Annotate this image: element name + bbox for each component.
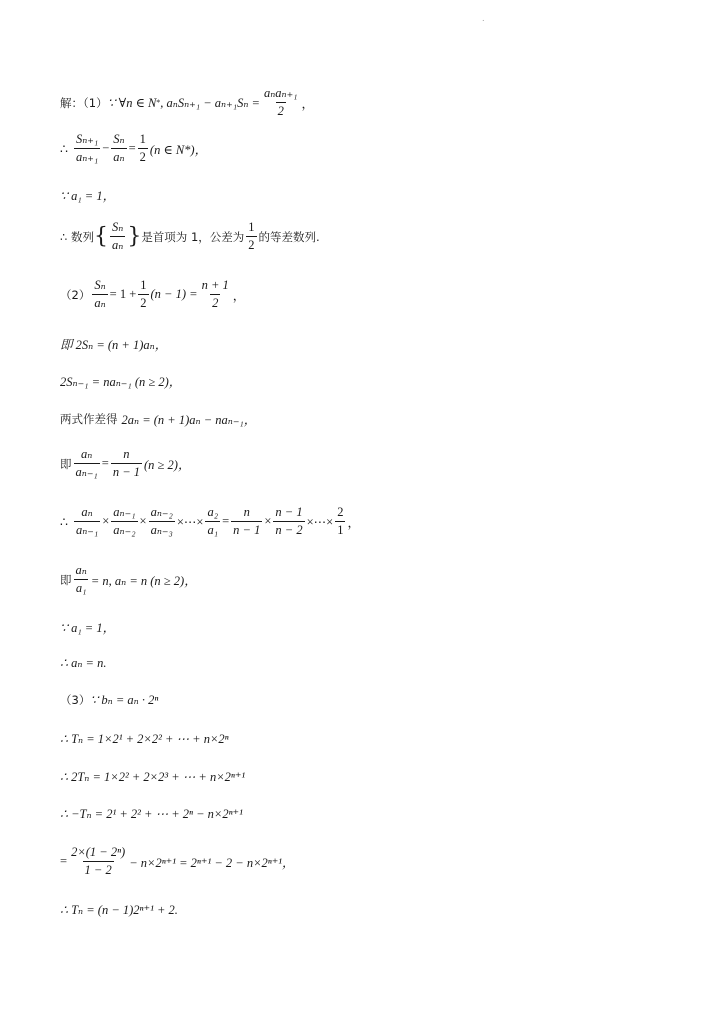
math-text: (n − 1) = [150,287,198,301]
fraction: $\frac{\text{aₙ₋₁}}{\text{aₙ₋₂}}$ [113,505,136,537]
math-text: = 1 + [109,287,137,301]
line-ratio-difference: ∴ $\frac{\text{Sₙ₊₁}}{\text{aₙ₊₁}}$ − $\frac{\text{Sₙ}}{\text{aₙ}}$ = $\frac{1}{2}$ (n ∈ N*)， [60,132,208,164]
math-text: ∴ aₙ = n. [60,656,107,670]
fraction: $\frac{1}{2}$ [139,132,146,164]
line-tn [60,731,229,747]
line-geometric-sum: = $\frac{\text{2×(1 − 2ⁿ)}}{1 - 2}$ − n×2ⁿ⁺¹ = 2ⁿ⁺¹ − 2 − n×2ⁿ⁺¹， [60,845,295,877]
fraction: $\frac{\text{Sₙ}}{\text{aₙ}}$ [94,278,106,310]
math-text: ∵ ∀n ∈ N [107,95,157,110]
cjk-text: 即 [60,456,72,471]
line-final-tn [60,902,178,918]
math-text: = n, aₙ = n (n ≥ 2)， [90,573,197,588]
cjk-text: 即 [60,572,72,587]
math-text: ∵ a₁ = 1， [60,621,116,635]
math-text: , aₙSₙ₊₁ − aₙ₊₁Sₙ = [160,95,260,110]
cjk-text: 的等差数列. [258,229,320,244]
math-text: 2Sₙ₋₁ = naₙ₋₁ (n ≥ 2)， [60,375,182,389]
fraction: $\frac{\text{aₙ₋₂}}{\text{aₙ₋₃}}$ [150,505,173,537]
line-part2-general-term [60,278,245,311]
fraction: $\frac{\text{Sₙ₊₁}}{\text{aₙ₊₁}}$ [75,132,99,164]
math-text: ， [301,96,315,111]
math-text: ∵ bₙ = aₙ · 2ⁿ [90,693,159,707]
corner-dot: . [482,14,485,23]
cjk-text: 是首项为 1，公差为 [141,229,245,244]
math-text: ， [232,288,246,303]
math-text: 即 2Sₙ = (n + 1)aₙ， [60,338,168,352]
solution-label: 解：（1） [60,95,108,110]
part-label: （3） [60,693,91,707]
fraction: $\frac{\text{aₙ}}{\text{aₙ₋₁}}$ [75,505,99,537]
fraction: $\frac{\text{Sₙ}}{\text{aₙ}}$ [111,220,124,252]
part-label: （2） [60,287,91,302]
cjk-text: ∴ 数列 [60,229,94,244]
line-2sn [60,335,167,353]
line-difference [60,410,256,428]
math-text: − n×2ⁿ⁺¹ = 2ⁿ⁺¹ − 2 − n×2ⁿ⁺¹， [129,855,295,870]
fraction: $\frac{\text{aₙ}}{\text{aₙ₋₁}}$ [75,447,98,479]
math-text: (n ∈ N*)， [149,142,208,157]
math-text: (n ≥ 2)， [144,457,191,472]
line-arithmetic-sequence: ∴ 数列 { $\frac{\text{Sₙ}}{\text{aₙ}}$ } 是首项为 1，公差为 $\frac{1}{2}$ 的等差数列. [60,220,320,252]
fraction: $\frac{\text{aₙ}}{\text{a₁}}$ [75,563,87,595]
math-text: ∴ Tₙ = 1×2¹ + 2×2² + ⋯ + n×2ⁿ [60,732,229,746]
math-text: ∵ a₁ = 1， [60,189,116,203]
fraction: $\frac{n}{n - 1}$ [112,447,141,479]
line-a1-again [60,618,115,636]
cjk-text: 两式作差得 [60,412,118,426]
fraction: $\frac{2}{1}$ [337,505,344,537]
math-text: ∴ Tₙ = (n − 1)2ⁿ⁺¹ + 2. [60,903,178,917]
line-an-equals-n [60,563,197,596]
math-text: 2aₙ = (n + 1)aₙ − naₙ₋₁， [121,413,257,427]
fraction: $\frac{1}{2}$ [248,220,255,252]
line-2tn [60,769,245,785]
line-a1-equals-1 [60,186,115,204]
line-product: ∴ $\frac{\text{aₙ}}{\text{aₙ₋₁}}$ × $\frac{\text{aₙ₋₁}}{\text{aₙ₋₂}}$ × $\frac{\text{aₙ₋₂}}{\text{aₙ₋₃}}$ ×⋯× $\frac{\text{a₂}}{\text{a₁}}$ = $\frac{n}{n - 1}$ × $\frac{n - 1}{n - 2}$ ×⋯× $\frac{2}{1}$ ， [60,505,360,537]
math-text: ∴ −Tₙ = 2¹ + 2² + ⋯ + 2ⁿ − n×2ⁿ⁺¹ [60,807,243,821]
line-part1-given: 解：（1） ∵ ∀n ∈ N * , aₙSₙ₊₁ − aₙ₊₁Sₙ = $\frac{\text{aₙaₙ₊₁}}{2}$ ， [60,86,315,118]
line-conclusion-an [60,655,106,671]
fraction: $\frac{\text{2×(1 − 2ⁿ)}}{1 - 2}$ [71,845,126,877]
line-ratio: 即 $\frac{\text{aₙ}}{\text{aₙ₋₁}}$ = $\frac{n}{n - 1}$ (n ≥ 2)， [60,447,191,479]
line-minus-tn [60,806,243,822]
fraction: $\frac{\text{aₙaₙ₊₁}}{2}$ [263,86,298,118]
fraction: $\frac{1}{2}$ [140,278,147,310]
fraction: $\frac{n}{n - 1}$ [233,505,261,537]
fraction: $\frac{n + 1}{2}$ [201,278,229,310]
line-part3-bn [60,692,158,708]
fraction: $\frac{\text{a₂}}{\text{a₁}}$ [207,505,219,537]
math-text: ∴ 2Tₙ = 1×2² + 2×2³ + ⋯ + n×2ⁿ⁺¹ [60,770,246,784]
fraction: $\frac{n - 1}{n - 2}$ [275,505,303,537]
fraction: $\frac{\text{Sₙ}}{\text{aₙ}}$ [113,132,125,164]
line-2sn-minus-1 [60,372,181,390]
